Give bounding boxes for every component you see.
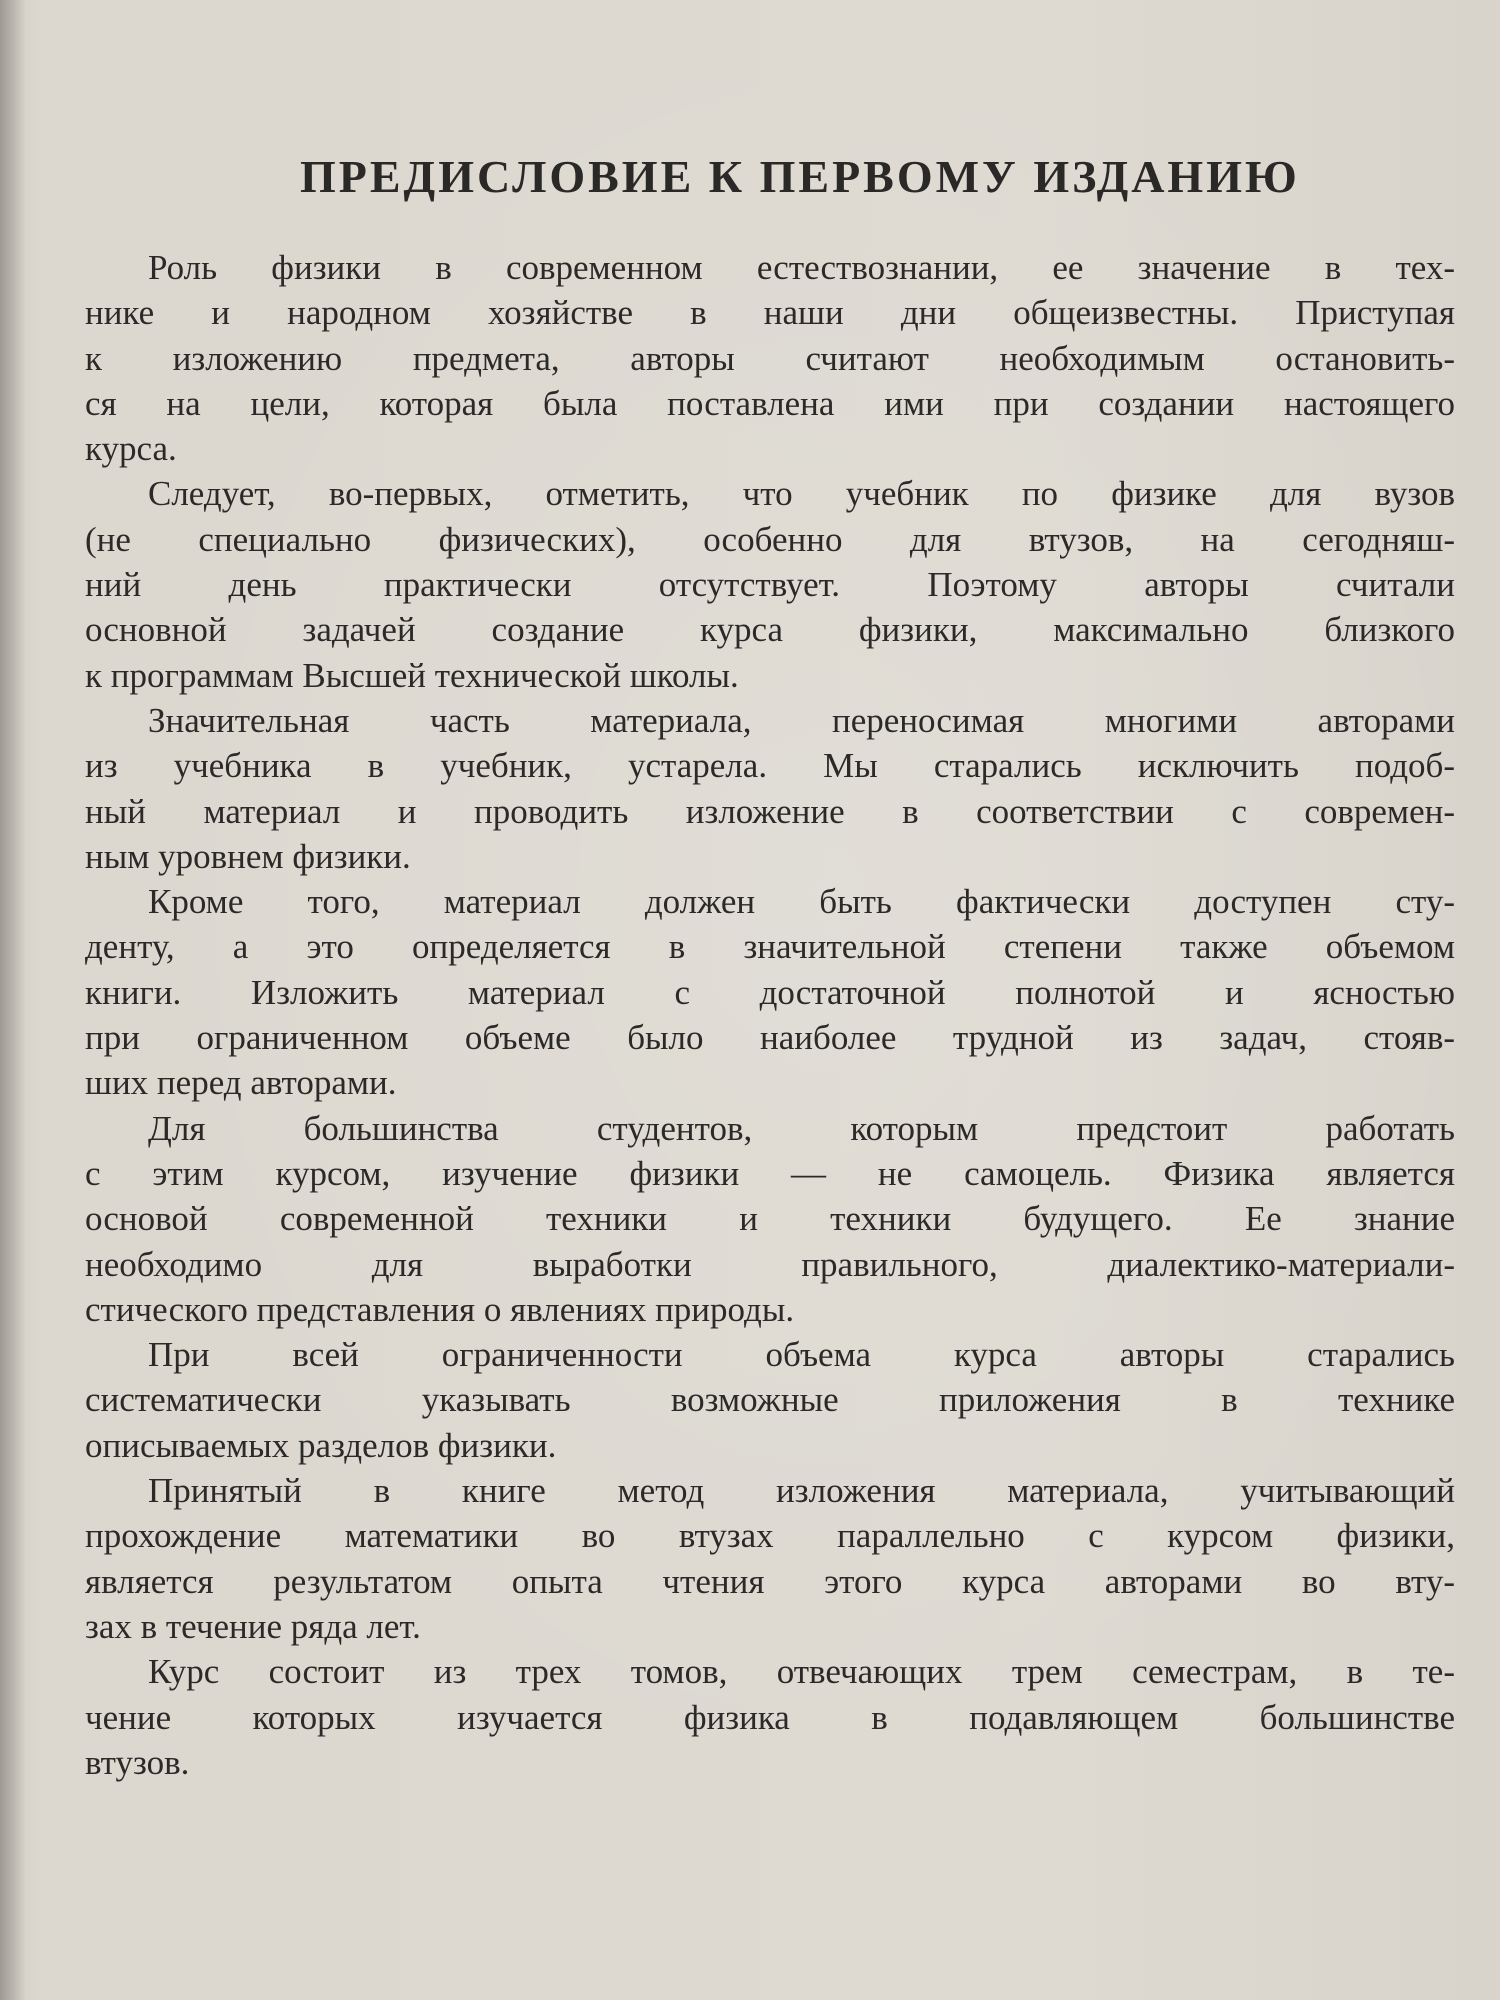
text-line: ших перед авторами. xyxy=(85,1063,397,1103)
text-line: к изложению предмета, авторы считают необходимым остановить- xyxy=(85,338,1455,378)
text-line: систематически указывать возможные приложения в технике xyxy=(85,1380,1455,1420)
text-line: денту, а это определяется в значительной степени также объемом xyxy=(85,927,1455,967)
text-line: необходимо для выработки правильного, диалектико-материали- xyxy=(85,1244,1455,1284)
text-line: Курс состоит из трех томов, отвечающих трем семестрам, в те- xyxy=(148,1652,1455,1692)
text-line: Роль физики в современном естествознании, ее значение в тех- xyxy=(148,248,1455,287)
body-text xyxy=(85,245,1455,1785)
text-line: к программам Высшей технической школы. xyxy=(85,655,739,695)
text-line: основной задачей создание курса физики, максимально близкого xyxy=(85,610,1455,650)
paragraph-1 xyxy=(85,245,1455,471)
text-line: Принятый в книге метод изложения материала, учитывающий xyxy=(148,1471,1455,1511)
paragraph-3 xyxy=(85,698,1455,879)
text-line: чение которых изучается физика в подавляющем большинстве xyxy=(85,1697,1455,1737)
text-line: описываемых разделов физики. xyxy=(85,1425,557,1465)
paragraph-4 xyxy=(85,879,1455,1105)
page-heading: ПРЕДИСЛОВИЕ К ПЕРВОМУ ИЗДАНИЮ xyxy=(300,151,1300,202)
text-line: ный материал и проводить изложение в соответствии с современ- xyxy=(85,791,1455,831)
text-line: зах в течение ряда лет. xyxy=(85,1606,421,1646)
paragraph-7 xyxy=(85,1468,1455,1649)
text-line: ным уровнем физики. xyxy=(85,836,411,876)
text-line: втузов. xyxy=(85,1742,190,1782)
text-line: книги. Изложить материал с достаточной полнотой и ясностью xyxy=(85,972,1455,1012)
text-line: при ограниченном объеме было наиболее трудной из задач, стояв- xyxy=(85,1018,1455,1058)
text-line: стического представления о явлениях природы. xyxy=(85,1289,795,1329)
text-line: ний день практически отсутствует. Поэтому авторы считали xyxy=(85,565,1455,605)
paragraph-8 xyxy=(85,1649,1455,1785)
text-line: Следует, во-первых, отметить, что учебник по физике для вузов xyxy=(148,474,1455,514)
text-line: из учебника в учебник, устарела. Мы старались исключить подоб- xyxy=(85,746,1455,786)
text-line: является результатом опыта чтения этого курса авторами во вту- xyxy=(85,1561,1455,1601)
text-line: Для большинства студентов, которым предстоит работать xyxy=(148,1108,1455,1148)
text-line: (не специально физических), особенно для втузов, на сегодняш- xyxy=(85,519,1455,559)
text-line: с этим курсом, изучение физики — не самоцель. Физика является xyxy=(85,1153,1455,1193)
text-line: При всей ограниченности объема курса авторы старались xyxy=(148,1335,1455,1375)
text-line: прохождение математики во втузах параллельно с курсом физики, xyxy=(85,1516,1455,1556)
text-line: Кроме того, материал должен быть фактически доступен сту- xyxy=(148,882,1455,922)
paragraph-5 xyxy=(85,1106,1455,1332)
text-line: курса. xyxy=(85,429,177,469)
paragraph-6 xyxy=(85,1332,1455,1468)
page-gutter-shadow xyxy=(0,0,26,2000)
text-line: основой современной техники и техники будущего. Ее знание xyxy=(85,1199,1455,1239)
text-line: нике и народном хозяйстве в наши дни общеизвестны. Приступая xyxy=(85,293,1455,333)
text-line: Значительная часть материала, переносимая многими авторами xyxy=(148,700,1455,740)
text-line: ся на цели, которая была поставлена ими при создании настоящего xyxy=(85,383,1455,423)
paragraph-2 xyxy=(85,471,1455,697)
